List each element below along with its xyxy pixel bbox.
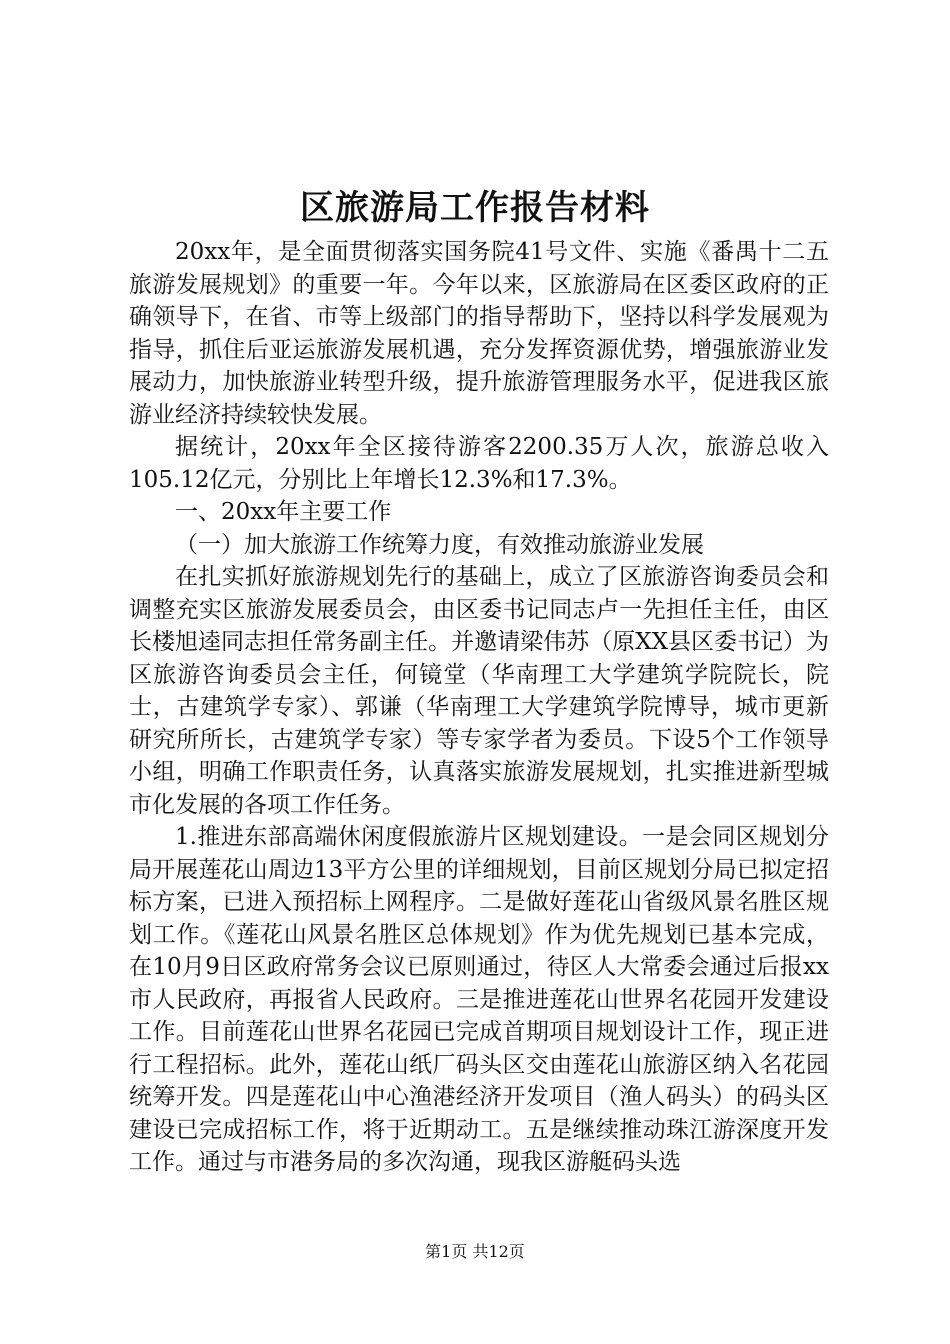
- paragraph-statistics: 据统计，20xx年全区接待游客2200.35万人次，旅游总收入105.12亿元，分别比上年增长12.3%和17.3%。: [129, 434, 829, 493]
- document-body: [129, 236, 829, 1179]
- document-title: 区旅游局工作报告材料: [300, 188, 650, 228]
- paragraph-planning: 1.推进东部高端休闲度假旅游片区规划建设。一是会同区规划分局开展莲花山周边13平方公里的详细规划，目前区规划分局已拟定招标方案，已进入预招标上网程序。二是做好莲花山省级风景名胜区规划工作。《莲花山风景名胜区总体规划》作为优先规划已基本完成，在10月9日区政府常务会议已原则通过，待区人大常委会通过后报xx市人民政府，再报省人民政府。三是推进莲花山世界名花园开发建设工作。目前莲花山世界名花园已完成首期项目规划设计工作，现正进行工程招标。此外，莲花山纸厂码头区交由莲花山旅游区纳入名花园统筹开发。四是莲花山中心渔港经济开发项目（渔人码头）的码头区建设已完成招标工作，将于近期动工。五是继续推动珠江游深度开发工作。通过与市港务局的多次沟通，现我区游艇码头选: [129, 824, 829, 1175]
- section-heading: 一、20xx年主要工作: [175, 499, 392, 525]
- paragraph-intro: 20xx年，是全面贯彻落实国务院41号文件、实施《番禺十二五旅游发展规划》的重要一年。今年以来，区旅游局在区委区政府的正确领导下，在省、市等上级部门的指导帮助下，坚持以科学发展观为指导，抓住后亚运旅游发展机遇，充分发挥资源优势，增强旅游业发展动力，加快旅游业转型升级，提升旅游管理服务水平，促进我区旅游业经济持续较快发展。: [129, 239, 829, 428]
- page-footer: 第1页 共12页: [425, 1242, 525, 1261]
- paragraph-committee: 在扎实抓好旅游规划先行的基础上，成立了区旅游咨询委员会和调整充实区旅游发展委员会，由区委书记同志卢一先担任主任，由区长楼旭逵同志担任常务副主任。并邀请梁伟苏（原XX县区委书记）为区旅游咨询委员会主任，何镜堂（华南理工大学建筑学院院长，院士，古建筑学专家）、郭谦（华南理工大学建筑学院博导，城市更新研究所所长，古建筑学专家）等专家学者为委员。下设5个工作领导小组，明确工作职责任务，认真落实旅游发展规划，扎实推进新型城市化发展的各项工作任务。: [129, 564, 829, 818]
- subsection-heading: （一）加大旅游工作统筹力度，有效推动旅游业发展: [175, 531, 704, 558]
